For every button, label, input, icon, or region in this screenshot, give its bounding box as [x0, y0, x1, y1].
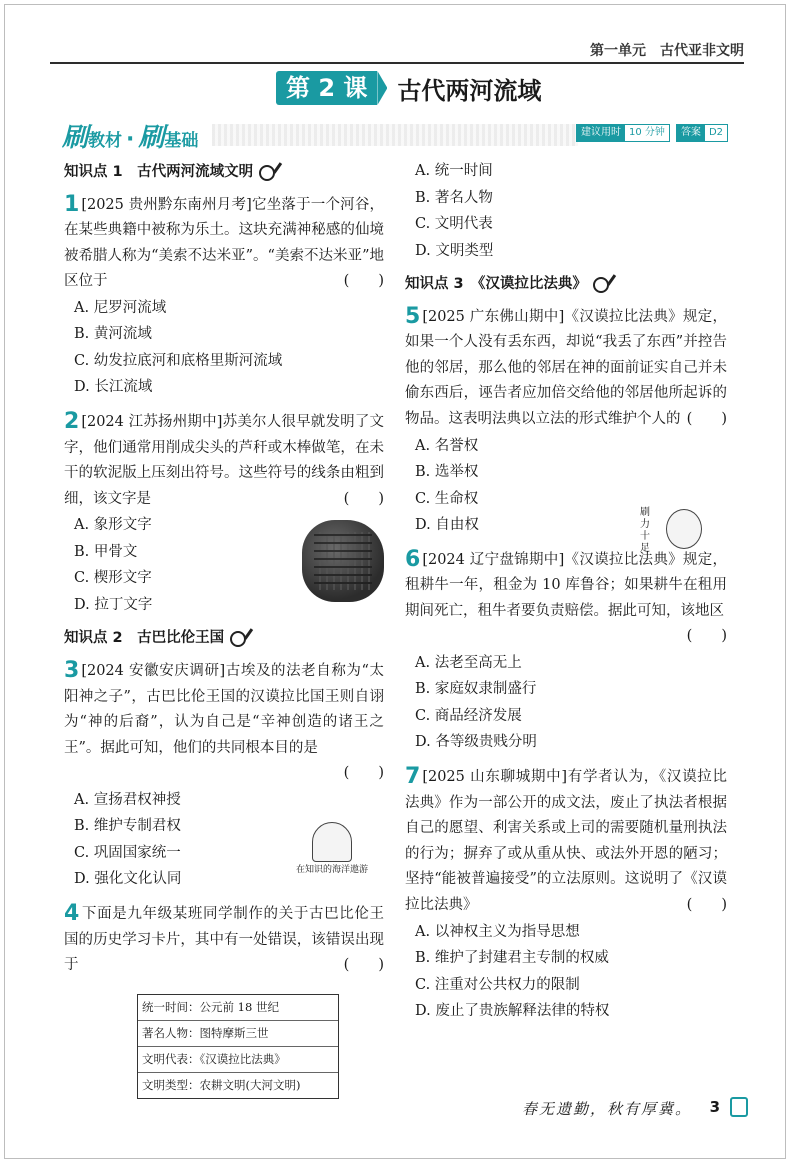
section-heading-1: 知识点 1 古代两河流域文明 [64, 160, 384, 186]
answer-bracket[interactable]: ( ) [343, 273, 384, 290]
card-row: 著名人物：图特摩斯三世 [138, 1021, 338, 1047]
pen-check-icon [593, 277, 609, 293]
option[interactable]: C. 文明代表 [415, 216, 493, 232]
pen-check-icon [230, 631, 246, 647]
option[interactable]: A. 统一时间 [415, 163, 493, 179]
question-3: 3 [2024 安徽安庆调研]古埃及的法老自称为“太阳神之子”，古巴比伦王国的汉谟拉比国王则自诩为“神的后裔”，认为自己是“辛神创造的诸王之王”。据此可知，他们的共同根本目的是 ( ) A. 宣扬君权神授 B. 维护专制君权 C. 巩固国家统一 D. 强化文化认同 [64, 658, 384, 893]
lesson-arrow [377, 71, 387, 105]
mascot-icon [666, 509, 702, 549]
card-row: 统一时间：公元前 18 世纪 [138, 995, 338, 1021]
answer-bracket[interactable]: ( ) [686, 628, 727, 645]
answer-bracket[interactable]: ( ) [686, 896, 727, 913]
option[interactable]: A. 宣扬君权神授 [74, 791, 181, 808]
option[interactable]: B. 黄河流域 [74, 326, 152, 343]
study-card [137, 994, 339, 1099]
option[interactable]: B. 甲骨文 [74, 543, 138, 560]
section-banner [62, 118, 728, 152]
option[interactable]: D. 自由权 [415, 517, 479, 534]
option[interactable]: A. 名誉权 [415, 437, 479, 454]
option[interactable]: B. 家庭奴隶制盛行 [415, 681, 537, 698]
question-2: 2 [2024 江苏扬州期中]苏美尔人很早就发明了文字，他们通常用削成尖头的芦秆或木棒做笔，在未干的软泥版上压刻出符号。这些符号的线条由粗到细，该文字是 ( ) A. 象形文字 B. 甲骨文 C. 楔形文字 D. 拉丁文字 [64, 409, 384, 618]
question-4: 4 下面是九年级某班同学制作的关于古巴比伦王国的历史学习卡片，其中有一处错误，该错误出现于 ( ) [64, 901, 384, 979]
answer-bracket[interactable]: ( ) [343, 490, 384, 507]
book-icon [730, 1097, 748, 1117]
option[interactable]: A. 以神权主义为指导思想 [415, 923, 580, 940]
option[interactable]: D. 各等级贵贱分明 [415, 734, 537, 751]
option[interactable]: B. 选举权 [415, 464, 479, 481]
cuneiform-tablet-image [302, 520, 384, 602]
option[interactable]: D. 拉丁文字 [74, 596, 153, 613]
lesson-number: 第 2 课 [276, 71, 377, 105]
section-heading-2: 知识点 2 古巴比伦王国 [64, 626, 384, 652]
card-row: 文明类型：农耕文明(大河文明) [142, 1078, 301, 1092]
option[interactable]: D. 强化文化认同 [74, 871, 182, 888]
option[interactable]: B. 维护专制君权 [74, 818, 181, 835]
banner-tags [576, 124, 728, 142]
option[interactable]: C. 生命权 [415, 490, 479, 507]
mascot-muscle: 刷力十足 [640, 503, 722, 558]
question-5: 5 [2025 广东佛山期中]《汉谟拉比法典》规定，如果一个人没有丢东西，却说“我丢了东西”并控告他的邻居，那么他的邻居在神的面前证实自己并未偷东西后，诬告者应加倍交给他的邻居他所起诉的物品。这表明法典以立法的形式维护个人的 ( ) A. 名誉权 B. 选举权 C. 生命权 D. 自由权 [405, 304, 727, 539]
brand-logo: 刷 教材 · 刷 基础 [62, 122, 199, 153]
page-number: 3 [709, 1098, 720, 1116]
option[interactable]: C. 幼发拉底河和底格里斯河流域 [74, 352, 283, 369]
option[interactable]: C. 楔形文字 [74, 570, 152, 587]
running-head: 第一单元 古代亚非文明 [590, 43, 744, 59]
header-rule [50, 62, 744, 64]
question-1: 1 [2025 贵州黔东南州月考]它坐落于一个河谷，在某些典籍中被称为乐土。这块充满神秘感的仙境被希腊人称为“美索不达米亚”。“美索不达米亚”地区位于 ( ) A. 尼罗河流域 B. 黄河流域 C. 幼发拉底河和底格里斯河流域 D. 长江流域 [64, 192, 384, 401]
option[interactable]: D. 废止了贵族解释法律的特权 [415, 1003, 610, 1019]
option[interactable]: D. 文明类型 [415, 242, 494, 259]
lesson-name: 古代两河流域 [397, 76, 542, 105]
suggested-time-tag: 建议用时 10 分钟 [576, 124, 670, 142]
question-4-options [405, 158, 727, 264]
answer-tag: 答案 D2 [676, 124, 728, 142]
option[interactable]: A. 尼罗河流域 [74, 299, 167, 316]
option[interactable]: D. 长江流域 [74, 379, 153, 396]
pen-check-icon [259, 165, 275, 181]
right-column [405, 158, 727, 1033]
lesson-title [276, 70, 541, 106]
mascot-icon [312, 822, 352, 862]
option[interactable]: B. 著名人物 [415, 189, 493, 206]
mascot-reading: 在知识的海洋遨游 [296, 822, 376, 874]
banner-strip [212, 124, 578, 146]
option[interactable]: A. 象形文字 [74, 517, 152, 534]
footer-motto: 春无遗勤，秋有厚冀。 [521, 1100, 692, 1118]
option[interactable]: C. 注重对公共权力的限制 [415, 976, 580, 993]
section-heading-3: 知识点 3 《汉谟拉比法典》 [405, 272, 727, 298]
question-7: 7 [2025 山东聊城期中]有学者认为，《汉谟拉比法典》作为一部公开的成文法，废止了执法者根据自己的愿望、利害关系或上司的需要随机量刑执法的行为；摒弃了或从重从快、或法外开恩的陋习；坚持“能被普遍接受”的立法原则。这说明了《汉谟拉比法典》 ( ) A. 以神权主义为指导思想 B. 维护了封建君主专制的权威 C. 注重对公共权力的限制 D. 废止了贵族解释法律的特权 [405, 764, 727, 1025]
option[interactable]: A. 法老至高无上 [415, 654, 522, 671]
answer-bracket[interactable]: ( ) [343, 957, 384, 974]
card-row: 文明代表：《汉谟拉比法典》 [138, 1047, 338, 1073]
option[interactable]: C. 商品经济发展 [415, 707, 522, 724]
answer-bracket[interactable]: ( ) [343, 765, 384, 782]
option[interactable]: C. 巩固国家统一 [74, 844, 181, 861]
answer-bracket[interactable]: ( ) [686, 410, 727, 427]
question-6: 6 [2024 辽宁盘锦期中]《汉谟拉比法典》规定，租耕牛一年，租金为 10 库鲁谷；如果耕牛在租用期间死亡，租牛者要负责赔偿。据此可知，该地区 ( ) A. 法老至高无上 B. 家庭奴隶制盛行 C. 商品经济发展 D. 各等级贵贱分明 [405, 547, 727, 756]
option[interactable]: B. 维护了封建君主专制的权威 [415, 950, 609, 966]
